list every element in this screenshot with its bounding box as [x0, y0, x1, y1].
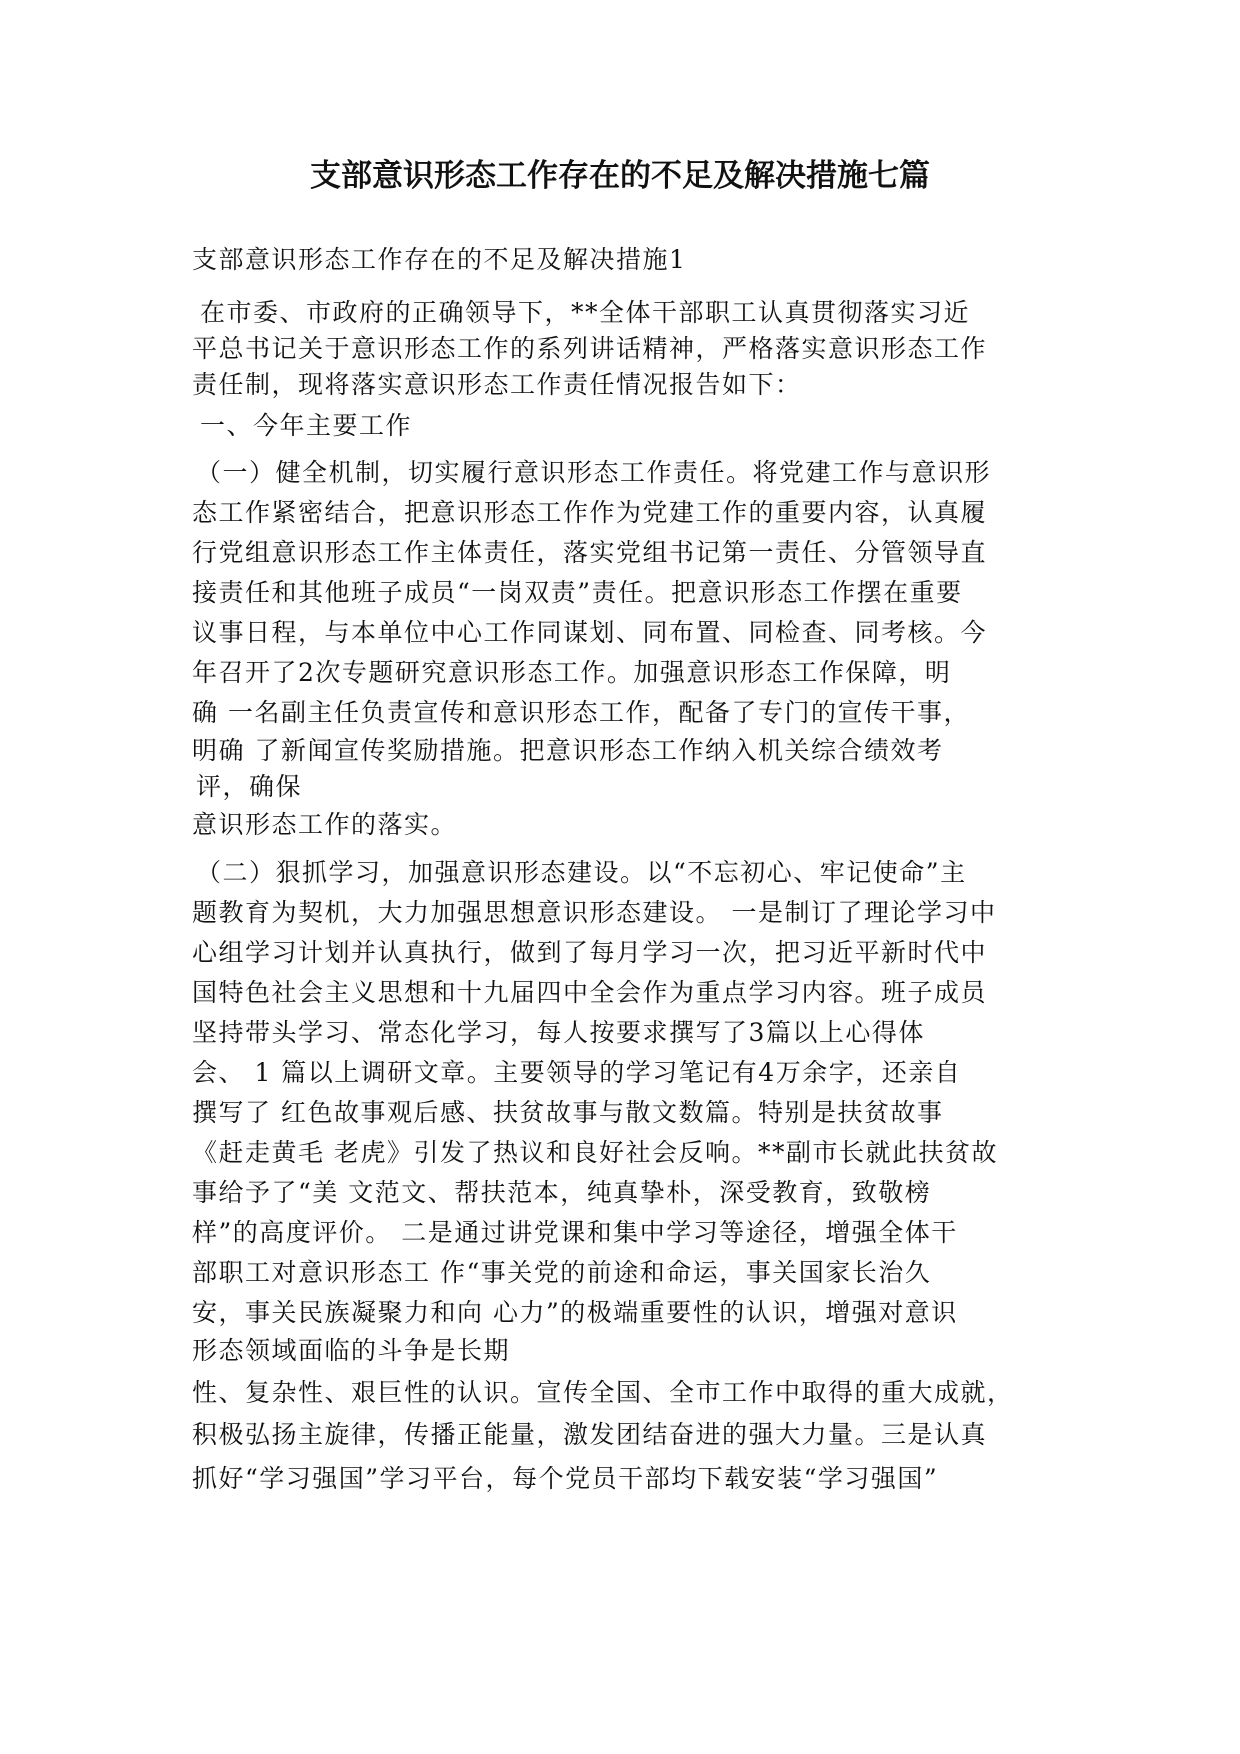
paragraph-line: 题教育为契机，大力加强思想意识形态建设。 一是制订了理论学习中	[192, 898, 997, 927]
paragraph-line: 平总书记关于意识形态工作的系列讲话精神，严格落实意识形态工作	[192, 334, 988, 363]
paragraph-line: 性、复杂性、艰巨性的认识。宣传全国、全市工作中取得的重大成就，	[192, 1378, 1014, 1407]
paragraph-line: 国特色社会主义思想和十九届四中全会作为重点学习内容。班子成员	[192, 978, 988, 1007]
paragraph-line: 接责任和其他班子成员“一岗双责”责任。把意识形态工作摆在重要	[192, 578, 963, 607]
paragraph-line: 责任制，现将落实意识形态工作责任情况报告如下：	[192, 370, 802, 399]
paragraph-line: 形态领域面临的斗争是长期	[192, 1336, 511, 1365]
paragraph-line: 部职工对意识形态工 作“事关党的前途和命运，事关国家长治久	[192, 1258, 932, 1287]
paragraph-line: 坚持带头学习、常态化学习，每人按要求撰写了3篇以上心得体	[192, 1018, 925, 1047]
paragraph-line: 评，确保	[196, 772, 303, 801]
paragraph-line: 在市委、市政府的正确领导下，**全体干部职工认真贯彻落实习近	[200, 298, 971, 327]
paragraph-line: 撰写了 红色故事观后感、扶贫故事与散文数篇。特别是扶贫故事	[192, 1098, 944, 1127]
paragraph-line: 《赶走黄毛 老虎》引发了热议和良好社会反响。**副市长就此扶贫故	[192, 1138, 998, 1167]
paragraph-line: 心组学习计划并认真执行，做到了每月学习一次，把习近平新时代中	[192, 938, 988, 967]
paragraph-line: 年召开了2次专题研究意识形态工作。加强意识形态工作保障，明	[192, 658, 952, 687]
paragraph-line: （二）狠抓学习，加强意识形态建设。以“不忘初心、牢记使命”主	[196, 858, 967, 887]
paragraph-line: 确 一名副主任负责宣传和意识形态工作，配备了专门的宣传干事，	[192, 698, 970, 727]
paragraph-line: 抓好“学习强国”学习平台，每个党员干部均下载安装“学习强国”	[192, 1464, 939, 1493]
paragraph-line: 会、 1 篇以上调研文章。主要领导的学习笔记有4万余字，还亲自	[192, 1058, 962, 1087]
paragraph-line: 事给予了“美 文范文、帮扶范本，纯真挚朴，深受教育，致敬榜	[192, 1178, 932, 1207]
paragraph-line: 意识形态工作的落实。	[192, 810, 458, 839]
document-title: 支部意识形态工作存在的不足及解决措施七篇	[310, 158, 930, 194]
paragraph-line: 明确 了新闻宣传奖励措施。把意识形态工作纳入机关综合绩效考	[192, 736, 944, 765]
paragraph-line: 行党组意识形态工作主体责任，落实党组书记第一责任、分管领导直	[192, 538, 988, 567]
paragraph-line: 安，事关民族凝聚力和向 心力”的极端重要性的认识，增强对意识	[192, 1298, 958, 1327]
paragraph-line: （一）健全机制，切实履行意识形态工作责任。将党建工作与意识形	[196, 458, 992, 487]
paragraph-line: 样”的高度评价。 二是通过讲党课和集中学习等途径，增强全体干	[192, 1218, 958, 1247]
paragraph-line: 态工作紧密结合，把意识形态工作作为党建工作的重要内容，认真履	[192, 498, 988, 527]
paragraph-line: 议事日程，与本单位中心工作同谋划、同布置、同检查、同考核。今	[192, 618, 988, 647]
section-subheading: 一、今年主要工作	[200, 411, 413, 440]
paragraph-line: 积极弘扬主旋律，传播正能量，激发团结奋进的强大力量。三是认真	[192, 1420, 988, 1449]
section-heading-1: 支部意识形态工作存在的不足及解决措施1	[192, 245, 687, 274]
